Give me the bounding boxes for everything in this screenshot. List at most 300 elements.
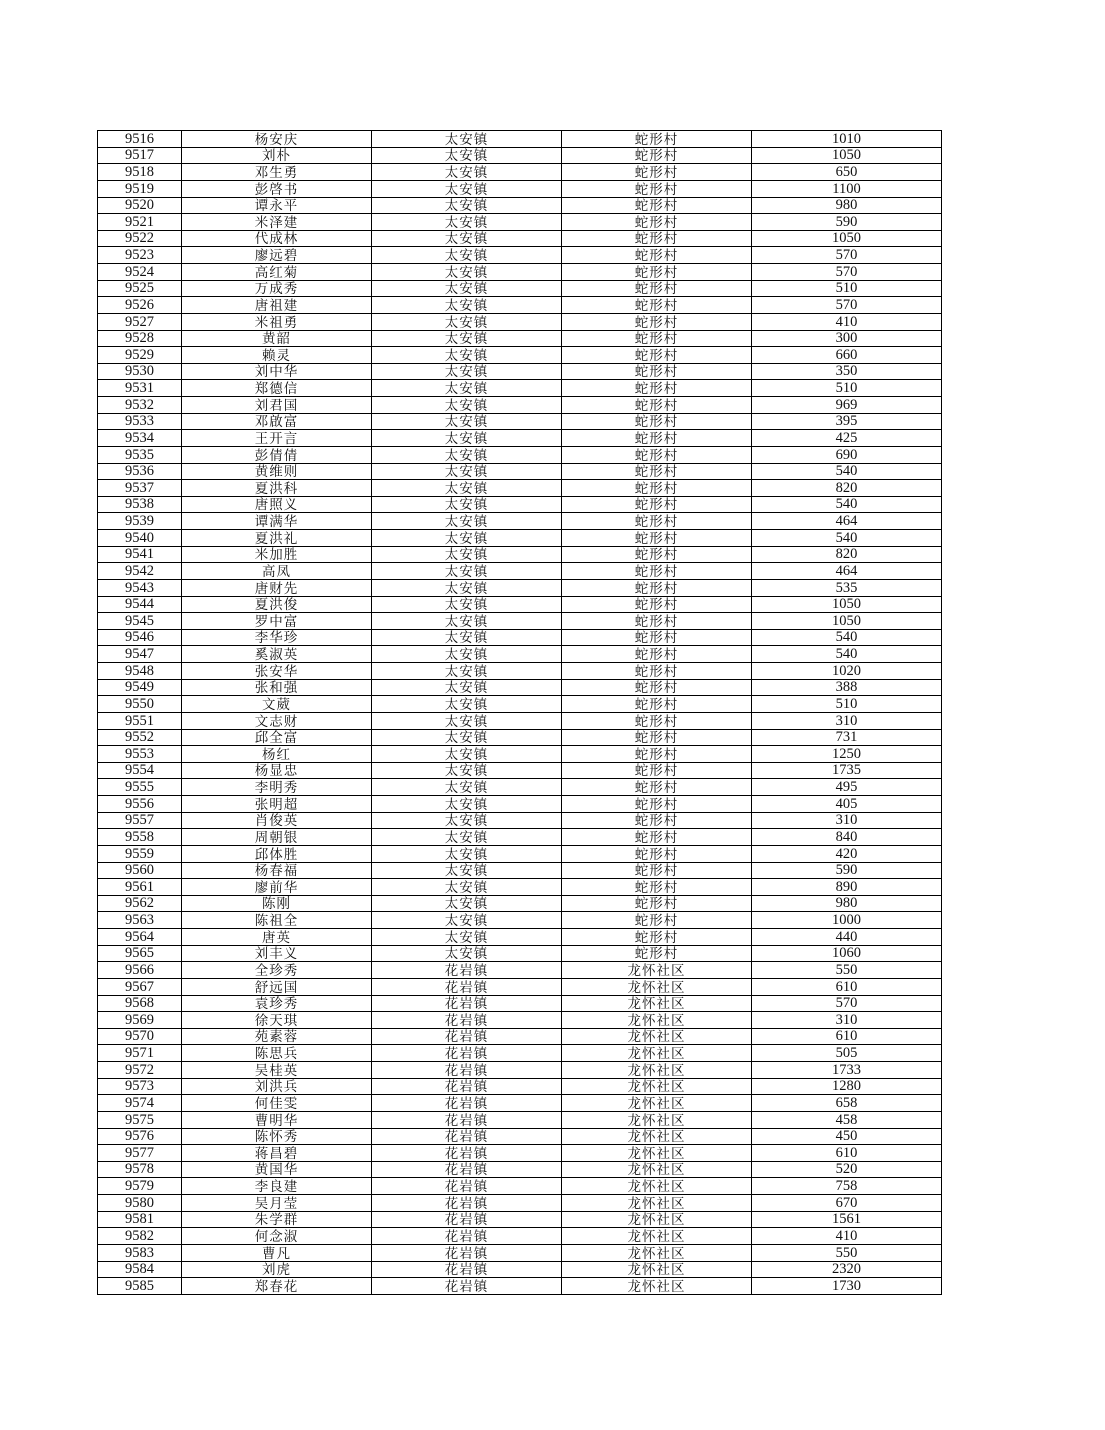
amount-cell: 650 bbox=[752, 164, 942, 181]
row-number-cell: 9524 bbox=[98, 264, 182, 281]
town-cell: 花岩镇 bbox=[372, 1244, 562, 1261]
row-number-cell: 9538 bbox=[98, 496, 182, 513]
name-cell: 袁珍秀 bbox=[182, 995, 372, 1012]
amount-cell: 570 bbox=[752, 995, 942, 1012]
amount-cell: 1250 bbox=[752, 746, 942, 763]
town-cell: 太安镇 bbox=[372, 912, 562, 929]
name-cell: 杨安庆 bbox=[182, 131, 372, 148]
amount-cell: 350 bbox=[752, 363, 942, 380]
name-cell: 唐英 bbox=[182, 929, 372, 946]
table-row bbox=[98, 496, 942, 513]
village-cell: 蛇形村 bbox=[562, 779, 752, 796]
amount-cell: 310 bbox=[752, 712, 942, 729]
village-cell: 龙怀社区 bbox=[562, 1062, 752, 1079]
amount-cell: 464 bbox=[752, 513, 942, 530]
row-number-cell: 9516 bbox=[98, 131, 182, 148]
name-cell: 邓啟富 bbox=[182, 413, 372, 430]
name-cell: 吴桂英 bbox=[182, 1062, 372, 1079]
town-cell: 太安镇 bbox=[372, 530, 562, 547]
name-cell: 杨红 bbox=[182, 746, 372, 763]
village-cell: 蛇形村 bbox=[562, 380, 752, 397]
town-cell: 太安镇 bbox=[372, 347, 562, 364]
name-cell: 郑德信 bbox=[182, 380, 372, 397]
table-row bbox=[98, 1244, 942, 1261]
name-cell: 文志财 bbox=[182, 712, 372, 729]
amount-cell: 1100 bbox=[752, 180, 942, 197]
town-cell: 花岩镇 bbox=[372, 978, 562, 995]
table-row bbox=[98, 563, 942, 580]
row-number-cell: 9572 bbox=[98, 1062, 182, 1079]
village-cell: 蛇形村 bbox=[562, 629, 752, 646]
table-row bbox=[98, 796, 942, 813]
amount-cell: 1000 bbox=[752, 912, 942, 929]
row-number-cell: 9530 bbox=[98, 363, 182, 380]
table-row bbox=[98, 1145, 942, 1162]
amount-cell: 464 bbox=[752, 563, 942, 580]
town-cell: 太安镇 bbox=[372, 945, 562, 962]
row-number-cell: 9547 bbox=[98, 646, 182, 663]
row-number-cell: 9540 bbox=[98, 530, 182, 547]
name-cell: 张明超 bbox=[182, 796, 372, 813]
name-cell: 陈怀秀 bbox=[182, 1128, 372, 1145]
row-number-cell: 9575 bbox=[98, 1111, 182, 1128]
village-cell: 蛇形村 bbox=[562, 363, 752, 380]
village-cell: 蛇形村 bbox=[562, 712, 752, 729]
village-cell: 龙怀社区 bbox=[562, 1178, 752, 1195]
name-cell: 黄国华 bbox=[182, 1161, 372, 1178]
town-cell: 花岩镇 bbox=[372, 1161, 562, 1178]
town-cell: 花岩镇 bbox=[372, 1278, 562, 1295]
amount-cell: 510 bbox=[752, 280, 942, 297]
town-cell: 花岩镇 bbox=[372, 1111, 562, 1128]
amount-cell: 980 bbox=[752, 895, 942, 912]
amount-cell: 420 bbox=[752, 845, 942, 862]
village-cell: 龙怀社区 bbox=[562, 1195, 752, 1212]
town-cell: 太安镇 bbox=[372, 313, 562, 330]
row-number-cell: 9517 bbox=[98, 147, 182, 164]
village-cell: 蛇形村 bbox=[562, 463, 752, 480]
name-cell: 杨显忠 bbox=[182, 762, 372, 779]
village-cell: 蛇形村 bbox=[562, 147, 752, 164]
town-cell: 太安镇 bbox=[372, 264, 562, 281]
village-cell: 蛇形村 bbox=[562, 430, 752, 447]
village-cell: 蛇形村 bbox=[562, 796, 752, 813]
table-row bbox=[98, 1062, 942, 1079]
town-cell: 太安镇 bbox=[372, 480, 562, 497]
village-cell: 蛇形村 bbox=[562, 845, 752, 862]
town-cell: 太安镇 bbox=[372, 845, 562, 862]
table-row bbox=[98, 912, 942, 929]
village-cell: 蛇形村 bbox=[562, 214, 752, 231]
town-cell: 太安镇 bbox=[372, 214, 562, 231]
table-row bbox=[98, 214, 942, 231]
village-cell: 蛇形村 bbox=[562, 180, 752, 197]
amount-cell: 590 bbox=[752, 862, 942, 879]
town-cell: 太安镇 bbox=[372, 230, 562, 247]
town-cell: 太安镇 bbox=[372, 131, 562, 148]
table-row bbox=[98, 330, 942, 347]
amount-cell: 405 bbox=[752, 796, 942, 813]
table-row bbox=[98, 712, 942, 729]
table-row bbox=[98, 180, 942, 197]
name-cell: 刘中华 bbox=[182, 363, 372, 380]
table-row bbox=[98, 845, 942, 862]
town-cell: 太安镇 bbox=[372, 197, 562, 214]
town-cell: 太安镇 bbox=[372, 247, 562, 264]
name-cell: 米加胜 bbox=[182, 546, 372, 563]
amount-cell: 520 bbox=[752, 1161, 942, 1178]
name-cell: 苑素蓉 bbox=[182, 1028, 372, 1045]
amount-cell: 540 bbox=[752, 496, 942, 513]
table-row bbox=[98, 164, 942, 181]
table-row bbox=[98, 679, 942, 696]
town-cell: 太安镇 bbox=[372, 164, 562, 181]
row-number-cell: 9536 bbox=[98, 463, 182, 480]
table-row bbox=[98, 446, 942, 463]
table-row bbox=[98, 1178, 942, 1195]
name-cell: 唐祖建 bbox=[182, 297, 372, 314]
town-cell: 太安镇 bbox=[372, 180, 562, 197]
amount-cell: 535 bbox=[752, 579, 942, 596]
village-cell: 蛇形村 bbox=[562, 746, 752, 763]
table-row bbox=[98, 247, 942, 264]
village-cell: 龙怀社区 bbox=[562, 1228, 752, 1245]
table-row bbox=[98, 895, 942, 912]
row-number-cell: 9551 bbox=[98, 712, 182, 729]
town-cell: 花岩镇 bbox=[372, 962, 562, 979]
town-cell: 太安镇 bbox=[372, 446, 562, 463]
data-table bbox=[97, 130, 942, 1295]
town-cell: 太安镇 bbox=[372, 829, 562, 846]
village-cell: 蛇形村 bbox=[562, 696, 752, 713]
village-cell: 蛇形村 bbox=[562, 613, 752, 630]
amount-cell: 540 bbox=[752, 629, 942, 646]
village-cell: 蛇形村 bbox=[562, 945, 752, 962]
amount-cell: 1280 bbox=[752, 1078, 942, 1095]
table-row bbox=[98, 746, 942, 763]
town-cell: 太安镇 bbox=[372, 496, 562, 513]
village-cell: 蛇形村 bbox=[562, 480, 752, 497]
village-cell: 蛇形村 bbox=[562, 330, 752, 347]
table-row bbox=[98, 131, 942, 148]
village-cell: 蛇形村 bbox=[562, 164, 752, 181]
amount-cell: 410 bbox=[752, 1228, 942, 1245]
town-cell: 太安镇 bbox=[372, 646, 562, 663]
village-cell: 龙怀社区 bbox=[562, 1244, 752, 1261]
row-number-cell: 9539 bbox=[98, 513, 182, 530]
table-row bbox=[98, 1028, 942, 1045]
table-row bbox=[98, 197, 942, 214]
amount-cell: 758 bbox=[752, 1178, 942, 1195]
name-cell: 谭永平 bbox=[182, 197, 372, 214]
row-number-cell: 9550 bbox=[98, 696, 182, 713]
village-cell: 蛇形村 bbox=[562, 596, 752, 613]
amount-cell: 980 bbox=[752, 197, 942, 214]
row-number-cell: 9545 bbox=[98, 613, 182, 630]
row-number-cell: 9582 bbox=[98, 1228, 182, 1245]
town-cell: 太安镇 bbox=[372, 413, 562, 430]
row-number-cell: 9570 bbox=[98, 1028, 182, 1045]
table-row bbox=[98, 613, 942, 630]
town-cell: 太安镇 bbox=[372, 463, 562, 480]
village-cell: 龙怀社区 bbox=[562, 1045, 752, 1062]
name-cell: 郑春花 bbox=[182, 1278, 372, 1295]
table-row bbox=[98, 463, 942, 480]
amount-cell: 440 bbox=[752, 929, 942, 946]
town-cell: 太安镇 bbox=[372, 762, 562, 779]
name-cell: 邱全富 bbox=[182, 729, 372, 746]
village-cell: 龙怀社区 bbox=[562, 1095, 752, 1112]
table-row bbox=[98, 230, 942, 247]
table-row bbox=[98, 762, 942, 779]
village-cell: 蛇形村 bbox=[562, 230, 752, 247]
row-number-cell: 9518 bbox=[98, 164, 182, 181]
name-cell: 张和强 bbox=[182, 679, 372, 696]
town-cell: 太安镇 bbox=[372, 563, 562, 580]
amount-cell: 1561 bbox=[752, 1211, 942, 1228]
amount-cell: 1050 bbox=[752, 230, 942, 247]
table-row bbox=[98, 480, 942, 497]
village-cell: 龙怀社区 bbox=[562, 1161, 752, 1178]
row-number-cell: 9562 bbox=[98, 895, 182, 912]
village-cell: 龙怀社区 bbox=[562, 1145, 752, 1162]
amount-cell: 540 bbox=[752, 463, 942, 480]
name-cell: 全珍秀 bbox=[182, 962, 372, 979]
table-row bbox=[98, 729, 942, 746]
table-row bbox=[98, 945, 942, 962]
amount-cell: 1050 bbox=[752, 147, 942, 164]
table-row bbox=[98, 812, 942, 829]
table-row bbox=[98, 696, 942, 713]
amount-cell: 1730 bbox=[752, 1278, 942, 1295]
name-cell: 文葳 bbox=[182, 696, 372, 713]
amount-cell: 1050 bbox=[752, 596, 942, 613]
amount-cell: 540 bbox=[752, 646, 942, 663]
town-cell: 太安镇 bbox=[372, 579, 562, 596]
amount-cell: 510 bbox=[752, 380, 942, 397]
village-cell: 蛇形村 bbox=[562, 413, 752, 430]
village-cell: 蛇形村 bbox=[562, 530, 752, 547]
name-cell: 李明秀 bbox=[182, 779, 372, 796]
table-row bbox=[98, 1161, 942, 1178]
row-number-cell: 9529 bbox=[98, 347, 182, 364]
table-row bbox=[98, 1261, 942, 1278]
amount-cell: 458 bbox=[752, 1111, 942, 1128]
amount-cell: 410 bbox=[752, 313, 942, 330]
table-row bbox=[98, 579, 942, 596]
town-cell: 太安镇 bbox=[372, 712, 562, 729]
row-number-cell: 9543 bbox=[98, 579, 182, 596]
amount-cell: 425 bbox=[752, 430, 942, 447]
amount-cell: 570 bbox=[752, 297, 942, 314]
town-cell: 太安镇 bbox=[372, 629, 562, 646]
table-row bbox=[98, 513, 942, 530]
village-cell: 蛇形村 bbox=[562, 729, 752, 746]
row-number-cell: 9568 bbox=[98, 995, 182, 1012]
village-cell: 蛇形村 bbox=[562, 663, 752, 680]
amount-cell: 969 bbox=[752, 397, 942, 414]
name-cell: 刘洪兵 bbox=[182, 1078, 372, 1095]
village-cell: 龙怀社区 bbox=[562, 1261, 752, 1278]
table-row bbox=[98, 829, 942, 846]
row-number-cell: 9554 bbox=[98, 762, 182, 779]
village-cell: 蛇形村 bbox=[562, 762, 752, 779]
village-cell: 蛇形村 bbox=[562, 347, 752, 364]
row-number-cell: 9581 bbox=[98, 1211, 182, 1228]
town-cell: 花岩镇 bbox=[372, 1028, 562, 1045]
name-cell: 舒远国 bbox=[182, 978, 372, 995]
table-row bbox=[98, 363, 942, 380]
row-number-cell: 9525 bbox=[98, 280, 182, 297]
town-cell: 花岩镇 bbox=[372, 1012, 562, 1029]
table-row bbox=[98, 1012, 942, 1029]
name-cell: 徐天琪 bbox=[182, 1012, 372, 1029]
row-number-cell: 9542 bbox=[98, 563, 182, 580]
table-body bbox=[98, 131, 942, 1295]
row-number-cell: 9535 bbox=[98, 446, 182, 463]
town-cell: 太安镇 bbox=[372, 746, 562, 763]
town-cell: 花岩镇 bbox=[372, 1261, 562, 1278]
table-row bbox=[98, 1111, 942, 1128]
table-row bbox=[98, 879, 942, 896]
amount-cell: 505 bbox=[752, 1045, 942, 1062]
table-row bbox=[98, 629, 942, 646]
name-cell: 黄韶 bbox=[182, 330, 372, 347]
row-number-cell: 9576 bbox=[98, 1128, 182, 1145]
amount-cell: 2320 bbox=[752, 1261, 942, 1278]
amount-cell: 658 bbox=[752, 1095, 942, 1112]
village-cell: 蛇形村 bbox=[562, 812, 752, 829]
village-cell: 龙怀社区 bbox=[562, 1078, 752, 1095]
amount-cell: 570 bbox=[752, 247, 942, 264]
amount-cell: 550 bbox=[752, 1244, 942, 1261]
town-cell: 花岩镇 bbox=[372, 995, 562, 1012]
village-cell: 蛇形村 bbox=[562, 646, 752, 663]
town-cell: 花岩镇 bbox=[372, 1145, 562, 1162]
table-row bbox=[98, 1211, 942, 1228]
village-cell: 蛇形村 bbox=[562, 397, 752, 414]
name-cell: 杨春福 bbox=[182, 862, 372, 879]
table-row bbox=[98, 596, 942, 613]
village-cell: 蛇形村 bbox=[562, 280, 752, 297]
amount-cell: 1060 bbox=[752, 945, 942, 962]
row-number-cell: 9532 bbox=[98, 397, 182, 414]
table-row bbox=[98, 1228, 942, 1245]
village-cell: 龙怀社区 bbox=[562, 1211, 752, 1228]
row-number-cell: 9557 bbox=[98, 812, 182, 829]
amount-cell: 610 bbox=[752, 1145, 942, 1162]
row-number-cell: 9527 bbox=[98, 313, 182, 330]
village-cell: 龙怀社区 bbox=[562, 995, 752, 1012]
village-cell: 蛇形村 bbox=[562, 496, 752, 513]
amount-cell: 690 bbox=[752, 446, 942, 463]
name-cell: 米祖勇 bbox=[182, 313, 372, 330]
name-cell: 谭满华 bbox=[182, 513, 372, 530]
row-number-cell: 9569 bbox=[98, 1012, 182, 1029]
name-cell: 奚淑英 bbox=[182, 646, 372, 663]
town-cell: 太安镇 bbox=[372, 397, 562, 414]
town-cell: 太安镇 bbox=[372, 796, 562, 813]
name-cell: 张安华 bbox=[182, 663, 372, 680]
row-number-cell: 9521 bbox=[98, 214, 182, 231]
name-cell: 彭倩倩 bbox=[182, 446, 372, 463]
row-number-cell: 9561 bbox=[98, 879, 182, 896]
town-cell: 太安镇 bbox=[372, 696, 562, 713]
town-cell: 太安镇 bbox=[372, 929, 562, 946]
table-row bbox=[98, 1278, 942, 1295]
name-cell: 吴月莹 bbox=[182, 1195, 372, 1212]
name-cell: 米泽建 bbox=[182, 214, 372, 231]
row-number-cell: 9583 bbox=[98, 1244, 182, 1261]
name-cell: 王开言 bbox=[182, 430, 372, 447]
amount-cell: 570 bbox=[752, 264, 942, 281]
name-cell: 肖俊英 bbox=[182, 812, 372, 829]
row-number-cell: 9580 bbox=[98, 1195, 182, 1212]
amount-cell: 388 bbox=[752, 679, 942, 696]
name-cell: 周朝银 bbox=[182, 829, 372, 846]
row-number-cell: 9552 bbox=[98, 729, 182, 746]
name-cell: 高红菊 bbox=[182, 264, 372, 281]
row-number-cell: 9528 bbox=[98, 330, 182, 347]
village-cell: 蛇形村 bbox=[562, 829, 752, 846]
town-cell: 太安镇 bbox=[372, 895, 562, 912]
village-cell: 蛇形村 bbox=[562, 546, 752, 563]
town-cell: 花岩镇 bbox=[372, 1211, 562, 1228]
name-cell: 黄维则 bbox=[182, 463, 372, 480]
amount-cell: 820 bbox=[752, 480, 942, 497]
name-cell: 罗中富 bbox=[182, 613, 372, 630]
table-row bbox=[98, 147, 942, 164]
table-row bbox=[98, 1095, 942, 1112]
table-row bbox=[98, 663, 942, 680]
town-cell: 太安镇 bbox=[372, 679, 562, 696]
name-cell: 赖灵 bbox=[182, 347, 372, 364]
table-row bbox=[98, 646, 942, 663]
amount-cell: 590 bbox=[752, 214, 942, 231]
amount-cell: 1020 bbox=[752, 663, 942, 680]
town-cell: 太安镇 bbox=[372, 330, 562, 347]
town-cell: 太安镇 bbox=[372, 779, 562, 796]
table-row bbox=[98, 779, 942, 796]
town-cell: 太安镇 bbox=[372, 513, 562, 530]
amount-cell: 310 bbox=[752, 1012, 942, 1029]
village-cell: 蛇形村 bbox=[562, 579, 752, 596]
row-number-cell: 9549 bbox=[98, 679, 182, 696]
amount-cell: 495 bbox=[752, 779, 942, 796]
row-number-cell: 9544 bbox=[98, 596, 182, 613]
row-number-cell: 9556 bbox=[98, 796, 182, 813]
name-cell: 高凤 bbox=[182, 563, 372, 580]
row-number-cell: 9534 bbox=[98, 430, 182, 447]
table-row bbox=[98, 313, 942, 330]
village-cell: 蛇形村 bbox=[562, 513, 752, 530]
amount-cell: 660 bbox=[752, 347, 942, 364]
village-cell: 蛇形村 bbox=[562, 679, 752, 696]
town-cell: 太安镇 bbox=[372, 363, 562, 380]
town-cell: 太安镇 bbox=[372, 546, 562, 563]
name-cell: 邓生勇 bbox=[182, 164, 372, 181]
table-row bbox=[98, 530, 942, 547]
amount-cell: 840 bbox=[752, 829, 942, 846]
name-cell: 蒋昌碧 bbox=[182, 1145, 372, 1162]
town-cell: 太安镇 bbox=[372, 297, 562, 314]
name-cell: 廖远碧 bbox=[182, 247, 372, 264]
amount-cell: 610 bbox=[752, 978, 942, 995]
name-cell: 刘丰义 bbox=[182, 945, 372, 962]
amount-cell: 1733 bbox=[752, 1062, 942, 1079]
amount-cell: 300 bbox=[752, 330, 942, 347]
amount-cell: 395 bbox=[752, 413, 942, 430]
